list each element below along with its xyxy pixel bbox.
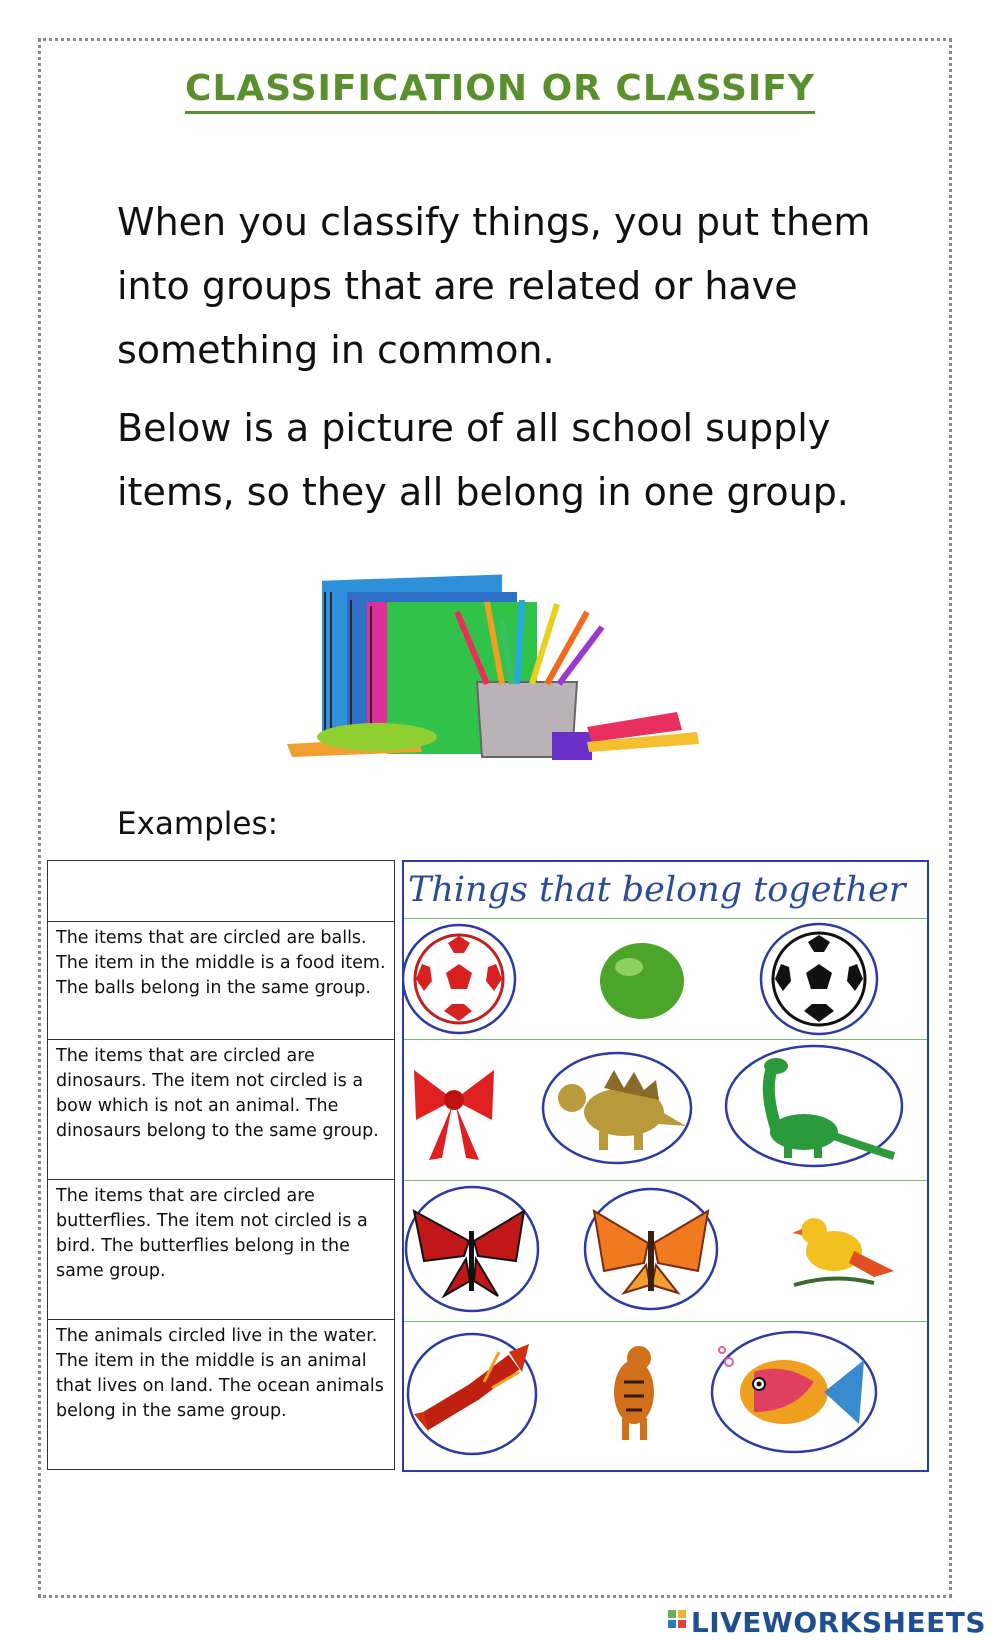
red-bow-icon	[414, 1070, 494, 1160]
red-black-butterfly-icon	[406, 1187, 538, 1311]
brand-name: LIVEWORKSHEETS	[690, 1606, 986, 1639]
lime-icon	[600, 943, 684, 1019]
picture-title: Things that belong together	[404, 862, 927, 919]
red-soccer-ball-icon	[404, 925, 515, 1033]
picture-row-water-animals	[404, 1322, 927, 1470]
examples-label: Examples:	[117, 806, 279, 842]
picture-row-butterflies	[404, 1181, 927, 1322]
yellow-bird-icon	[792, 1218, 894, 1285]
colorful-fish-icon	[712, 1332, 876, 1452]
explanation-balls: The items that are circled are balls. The item in the middle is a food item. The balls belong in the same group.	[48, 922, 394, 1040]
page-title: CLASSIFICATION OR CLASSIFY	[0, 68, 1000, 109]
things-belong-together-picture	[402, 860, 929, 1472]
green-dinosaur-icon	[726, 1046, 902, 1166]
explanation-dinosaurs: The items that are circled are dinosaurs. The item not circled is a bow which is not an animal. The dinosaurs belong to the same group.	[48, 1040, 394, 1180]
supplies-paragraph: Below is a picture of all school supply items, so they all belong in one group.	[117, 406, 849, 514]
definition-paragraph: When you classify things, you put them into groups that are related or have something in common.	[117, 200, 871, 372]
brand-footer	[667, 1606, 986, 1639]
explanation-table	[47, 860, 395, 1470]
school-supplies-image	[287, 572, 707, 782]
lobster-icon	[408, 1334, 536, 1454]
table-header-blank	[48, 861, 394, 922]
stegosaurus-icon	[543, 1053, 691, 1163]
black-soccer-ball-icon	[761, 924, 877, 1034]
liveworksheets-logo-icon	[667, 1608, 687, 1636]
orange-butterfly-icon	[585, 1189, 717, 1309]
picture-row-balls	[404, 919, 927, 1040]
explanation-water-animals: The animals circled live in the water. The item in the middle is an animal that lives on land. The ocean animals belong in the same group.	[56, 1326, 384, 1421]
tiger-icon	[614, 1346, 654, 1440]
explanation-butterflies: The items that are circled are butterflies. The item not circled is a bird. The butterflies belong in the same group.	[48, 1180, 394, 1320]
picture-row-dinosaurs	[404, 1040, 927, 1181]
